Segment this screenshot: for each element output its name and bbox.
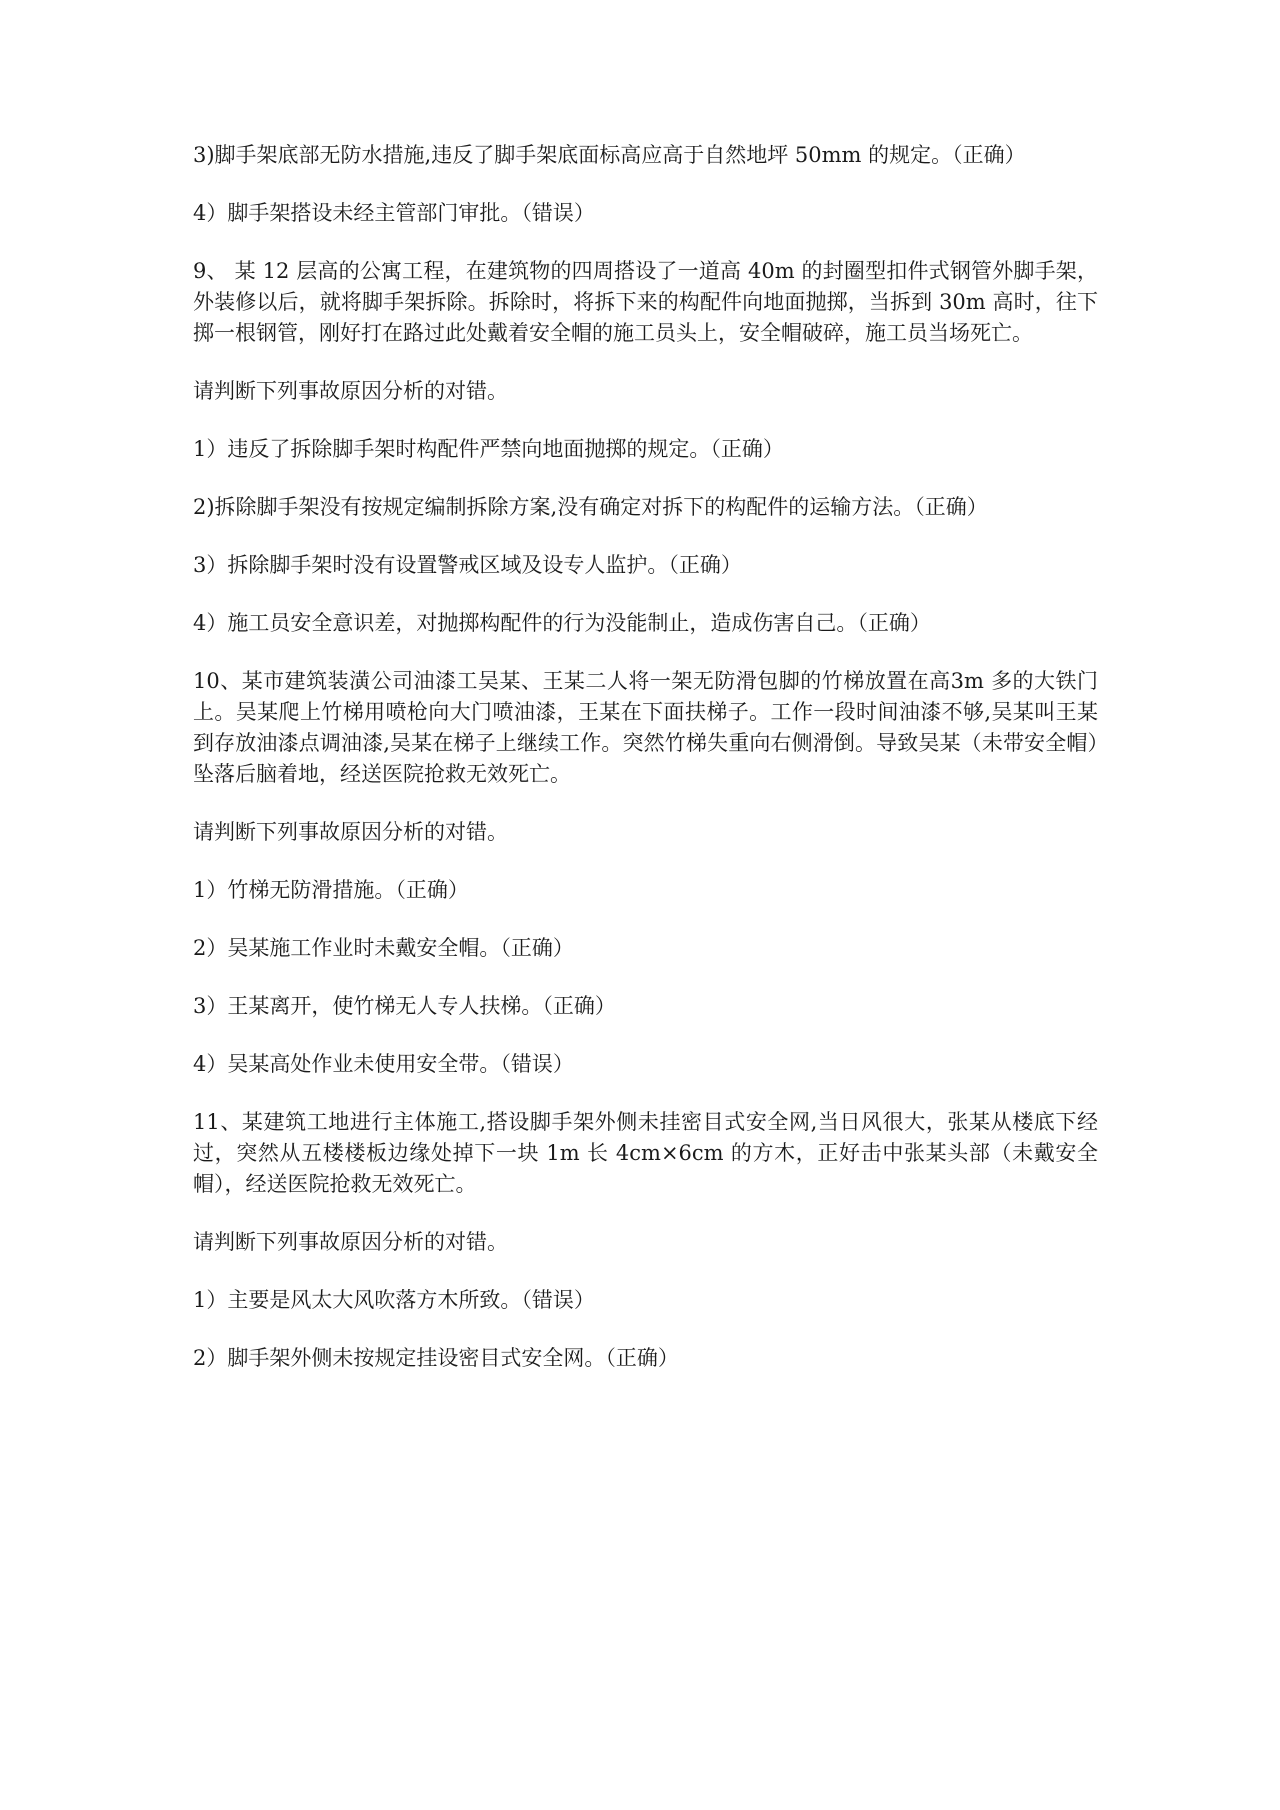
paragraph-question-11: 11、某建筑工地进行主体施工,搭设脚手架外侧未挂密目式安全网,当日风很大，张某从楼底下经过，突然从五楼楼板边缘处掉下一块 1m 长 4cm×6cm 的方木，正好击中张某头部（未戴安全帽），经送医院抢救无效死亡。 [193, 1110, 1098, 1196]
paragraph-q8-item4: 4）脚手架搭设未经主管部门审批。（错误） [193, 201, 595, 225]
paragraph-question-10: 10、某市建筑装潢公司油漆工吴某、王某二人将一架无防滑包脚的竹梯放置在高3m 多的大铁门上。吴某爬上竹梯用喷枪向大门喷油漆，王某在下面扶梯子。工作一段时间油漆不够,吴某叫王某到存放油漆点调油漆,吴某在梯子上继续工作。突然竹梯失重向右侧滑倒。导致吴某（未带安全帽）坠落后脑着地，经送医院抢救无效死亡。 [193, 669, 1098, 786]
paragraph-q11-item2: 2）脚手架外侧未按规定挂设密目式安全网。（正确） [193, 1346, 679, 1370]
paragraph-q9-item1: 1）违反了拆除脚手架时构配件严禁向地面抛掷的规定。（正确） [193, 437, 784, 461]
paragraph-q10-prompt: 请判断下列事故原因分析的对错。 [193, 820, 508, 844]
paragraph-q11-item1: 1）主要是风太大风吹落方木所致。（错误） [193, 1288, 595, 1312]
paragraph-q9-item4: 4）施工员安全意识差，对抛掷构配件的行为没能制止，造成伤害自己。（正确） [193, 611, 931, 635]
document-page [193, 140, 1098, 1401]
paragraph-q9-item3: 3）拆除脚手架时没有设置警戒区域及设专人监护。（正确） [193, 553, 742, 577]
paragraph-q10-item1: 1）竹梯无防滑措施。（正确） [193, 878, 469, 902]
paragraph-q10-item3: 3）王某离开，使竹梯无人专人扶梯。（正确） [193, 994, 616, 1018]
paragraph-q10-item2: 2）吴某施工作业时未戴安全帽。（正确） [193, 936, 574, 960]
paragraph-q9-item2: 2)拆除脚手架没有按规定编制拆除方案,没有确定对拆下的构配件的运输方法。（正确） [193, 495, 988, 519]
paragraph-q11-prompt: 请判断下列事故原因分析的对错。 [193, 1230, 508, 1254]
paragraph-q8-item3: 3)脚手架底部无防水措施,违反了脚手架底面标高应高于自然地坪 50mm 的规定。（正确） [193, 143, 1026, 167]
paragraph-q10-item4: 4）吴某高处作业未使用安全带。（错误） [193, 1052, 574, 1076]
paragraph-q9-prompt: 请判断下列事故原因分析的对错。 [193, 379, 508, 403]
paragraph-question-9: 9、 某 12 层高的公寓工程，在建筑物的四周搭设了一道高 40m 的封圈型扣件式钢管外脚手架，外装修以后，就将脚手架拆除。拆除时，将拆下来的构配件向地面抛掷，当拆到 30m 高时，往下掷一根钢管，刚好打在路过此处戴着安全帽的施工员头上，安全帽破碎，施工员当场死亡。 [193, 259, 1098, 345]
